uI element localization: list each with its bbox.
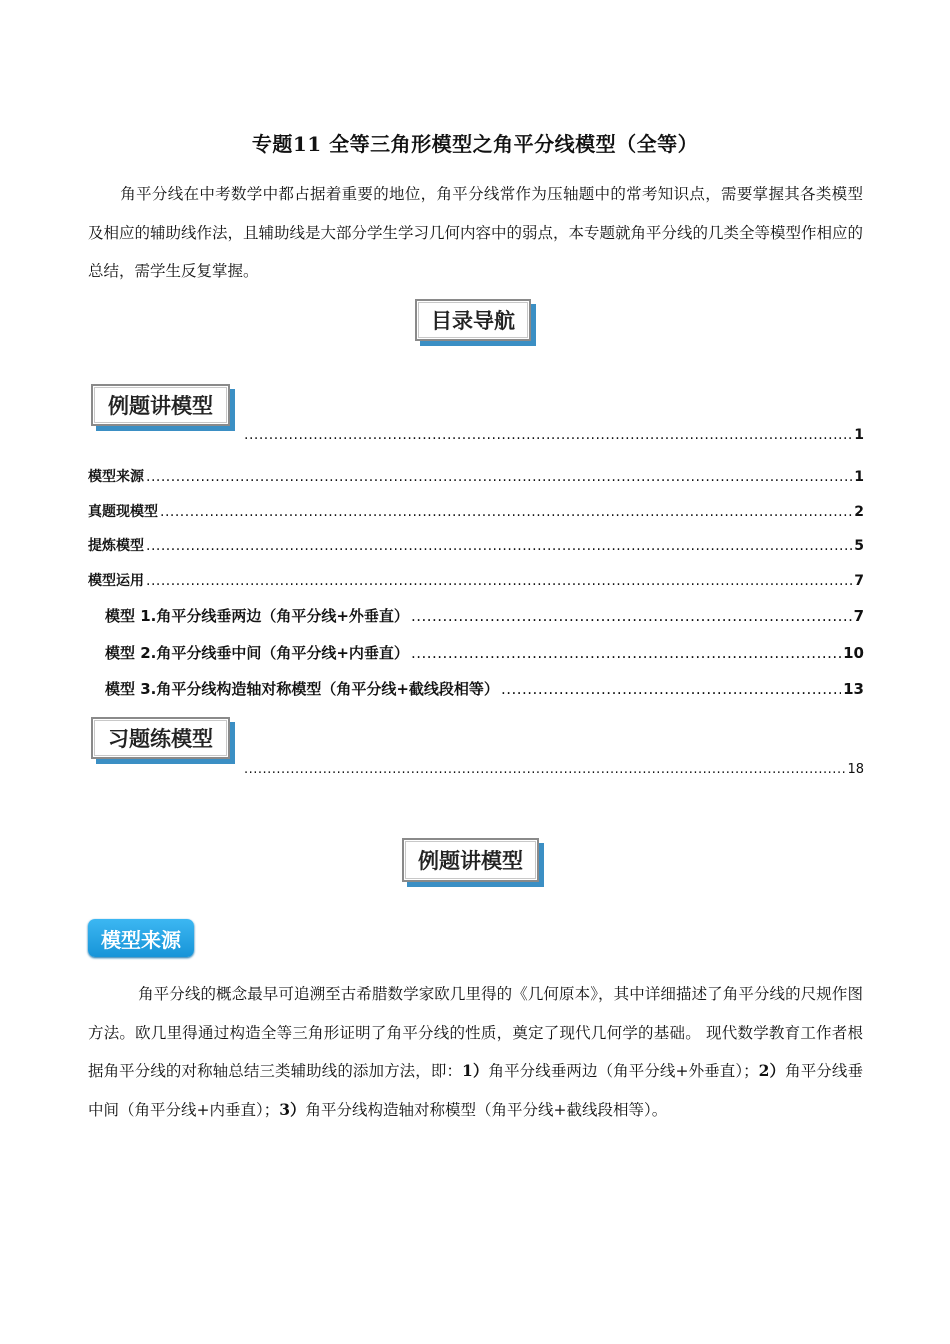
toc-item-label: 模型运用 bbox=[88, 573, 144, 589]
toc-item-label: 提炼模型 bbox=[88, 538, 144, 554]
model-source-badge: 模型来源 bbox=[88, 919, 194, 957]
toc-page: 18 bbox=[847, 762, 864, 777]
toc-leader bbox=[244, 427, 852, 443]
toc-example-line[interactable] bbox=[242, 427, 864, 443]
toc-page: 1 bbox=[854, 469, 864, 485]
toc-page: 13 bbox=[843, 680, 864, 698]
toc-page: 7 bbox=[853, 607, 864, 625]
toc-subitem[interactable] bbox=[105, 605, 864, 626]
toc-item[interactable] bbox=[88, 501, 864, 521]
toc-subitem[interactable] bbox=[105, 678, 864, 699]
toc-exercise-box[interactable] bbox=[91, 717, 230, 759]
section-heading-box bbox=[402, 838, 539, 882]
toc-item[interactable] bbox=[88, 570, 864, 590]
toc-page: 1 bbox=[854, 427, 864, 443]
toc-item-label: 模型 1.角平分线垂两边（角平分线+外垂直） bbox=[105, 607, 409, 625]
page-title: 专题11 全等三角形模型之角平分线模型（全等） bbox=[251, 132, 699, 156]
toc-item-label: 模型 2.角平分线垂中间（角平分线+内垂直） bbox=[105, 644, 409, 662]
toc-item[interactable] bbox=[88, 466, 864, 486]
toc-leader bbox=[146, 573, 852, 589]
item-text: 角平分线构造轴对称模型（角平分线+截线段相等）。 bbox=[305, 1100, 668, 1119]
item-text: 角平分线垂中间（角平分线+内垂直）； bbox=[88, 1062, 863, 1119]
toc-heading-box bbox=[415, 299, 531, 341]
toc-exercise-label: 习题练模型 bbox=[108, 727, 213, 751]
intro-paragraph bbox=[88, 175, 863, 291]
toc-page: 2 bbox=[854, 504, 864, 520]
toc-item[interactable] bbox=[88, 535, 864, 555]
item-number: 3） bbox=[279, 1099, 306, 1119]
item-text: 角平分线垂两边（角平分线+外垂直）； bbox=[488, 1062, 759, 1080]
toc-page: 10 bbox=[843, 644, 864, 662]
model-source-paragraph bbox=[88, 975, 863, 1129]
toc-example-box[interactable] bbox=[91, 384, 230, 426]
toc-page: 5 bbox=[854, 538, 864, 554]
toc-item-label: 真题现模型 bbox=[88, 504, 158, 520]
toc-leader bbox=[146, 538, 852, 554]
section-heading: 例题讲模型 bbox=[418, 849, 523, 873]
toc-leader bbox=[411, 607, 852, 625]
toc-item-label: 模型 3.角平分线构造轴对称模型（角平分线+截线段相等） bbox=[105, 680, 499, 698]
toc-leader bbox=[244, 762, 845, 777]
item-number: 2） bbox=[758, 1061, 786, 1080]
source-text: 角平分线的概念最早可追溯至古希腊数学家欧几里得的《几何原本》，其中详细描述了角平分线的尺规作图方法。欧几里得通过构造全等三角形证明了角平分线的性质，奠定了现代几何学的基础。 现代数学教育工作者根据角平分线的对称轴总结三类辅助线的添加方法，即： bbox=[88, 985, 863, 1080]
toc-leader bbox=[160, 504, 852, 520]
toc-leader bbox=[411, 644, 841, 662]
toc-item-label: 模型来源 bbox=[88, 469, 144, 485]
toc-leader bbox=[501, 680, 841, 698]
toc-page: 7 bbox=[854, 573, 864, 589]
toc-exercise-line[interactable] bbox=[242, 762, 864, 777]
toc-example-label: 例题讲模型 bbox=[108, 394, 213, 418]
toc-heading: 目录导航 bbox=[431, 309, 515, 333]
toc-leader bbox=[146, 469, 852, 485]
toc-subitem[interactable] bbox=[105, 642, 864, 663]
intro-text: 角平分线在中考数学中都占据着重要的地位，角平分线常作为压轴题中的常考知识点，需要掌握其各类模型及相应的辅助线作法，且辅助线是大部分学生学习几何内容中的弱点，本专题就角平分线的几类全等模型作相应的总结，需学生反复掌握。 bbox=[88, 185, 864, 280]
item-number: 1） bbox=[462, 1061, 489, 1080]
